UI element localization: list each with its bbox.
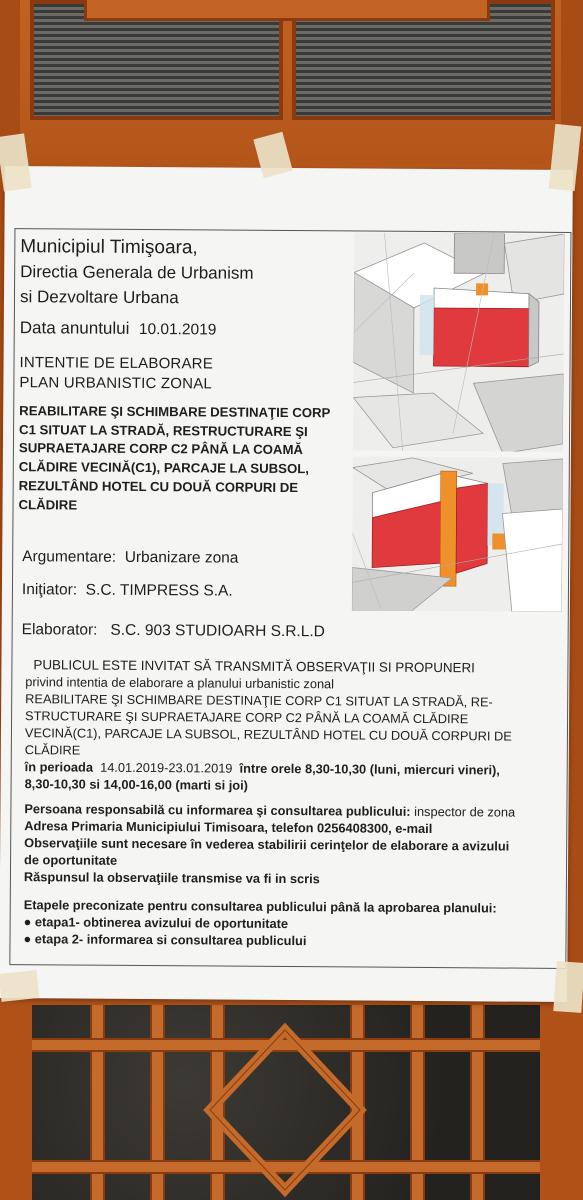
responsible-person-label: Persoana responsabilă cu informarea şi consultarea publicului: [24,801,411,819]
initiator-row [22,581,233,600]
door-rail [84,0,490,21]
elaborator-value: S.C. 903 STUDIOARH S.R.L.D [110,621,325,641]
invitation-line-2: privind intentia de elaborare a planului urbanistic zonal [25,674,335,692]
contact-line-5: Răspunsul la observaţiile transmise va fi in scris [23,869,320,887]
hours-part-1: între orele 8,30-10,30 (luni, miercuri vineri), [239,760,500,778]
initiator-label: Iniţiator: [21,581,78,599]
intent-line-1: INTENTIE DE ELABORARE [19,354,214,373]
invitation-line-3: REABILITARE ŞI SCHIMBARE DESTINAŢIE CORP C1 SITUAT LA STRADĂ, RE- [25,691,493,710]
issuer-line-3: si Dezvoltare Urbana [19,287,179,308]
bullet-icon: ● [23,914,32,930]
invitation-heading: PUBLICUL ESTE INVITAT SĂ TRANSMITĂ OBSERVAŢII SI PROPUNERI [33,657,475,676]
responsible-person-value: inspector de zona [410,803,516,820]
issuer-line-1: Municipiul Timişoara, [20,236,198,259]
argument-label: Argumentare: [22,548,117,566]
hours-part-2: 8,30-10,30 si 14,00-16,00 (marti si joi) [24,776,249,793]
notice-paper [0,166,573,1002]
date-value: 10.01.2019 [138,320,217,339]
building-rendering [352,232,565,611]
grille-ornament [200,1020,370,1200]
tape-bottom-right [553,961,583,1013]
argument-row [22,548,238,568]
tape-bottom-left [0,970,39,1002]
date-label: Data anuntului [19,318,130,338]
elaborator-label: Elaborator: [21,621,98,639]
contact-line-4: de oportunitate [24,852,118,868]
elaborator-row [22,621,325,641]
project-title: REABILITARE ŞI SCHIMBARE DESTINAŢIE CORP C1 SITUAT LA STRADĂ, RESTRUCTURARE ŞI SUPRAETAJARE CORP C2 PÂNĂ LA COAMĂ CLĂDIRE VECINĂ(C1), PARCAJE LA SUBSOL, REZULTÂND HOTEL CU DOUĂ CORPURI DE CLĂDIRE [18,403,331,513]
contact-line-2: Adresa Primaria Municipiului Timisoara, telefon 0256408300, e-mail [24,818,433,837]
contact-line-3: Observaţiile sunt necesare în vederea stabilirii cerinţelor de elaborare a avizului [24,835,510,854]
intent-line-2: PLAN URBANISTIC ZONAL [19,374,213,393]
bullet-icon: ● [23,931,32,947]
stage-item-label: etapa 2- informarea si consultarea publicului [34,931,307,949]
invitation-line-4: STRUCTURARE ŞI SUPRAETAJARE CORP C2 PÂNĂ LA COAMĂ CLĂDIRE [25,708,469,727]
issuer-line-2: Directia Generala de Urbanism [20,262,254,283]
argument-value: Urbanizare zona [124,548,239,567]
period-value: 14.01.2019-23.01.2019 [100,759,233,776]
stages-heading: Etapele preconizate pentru consultarea publicului până la aprobarea planului: [23,897,497,916]
invitation-line-5: VECINĂ(C1), PARCAJE LA SUBSOL, REZULTÂND HOTEL CU DOUĂ CORPURI DE [24,725,512,744]
stage-item [23,930,306,949]
announcement-date [20,318,217,339]
initiator-value: S.C. TIMPRESS S.A. [85,581,233,600]
invitation-line-6: CLĂDIRE [24,742,81,758]
stage-item-label: etapa1- obtinerea avizului de oportunitate [34,914,289,932]
stage-item [24,913,289,932]
period-label: în perioada [24,759,94,775]
